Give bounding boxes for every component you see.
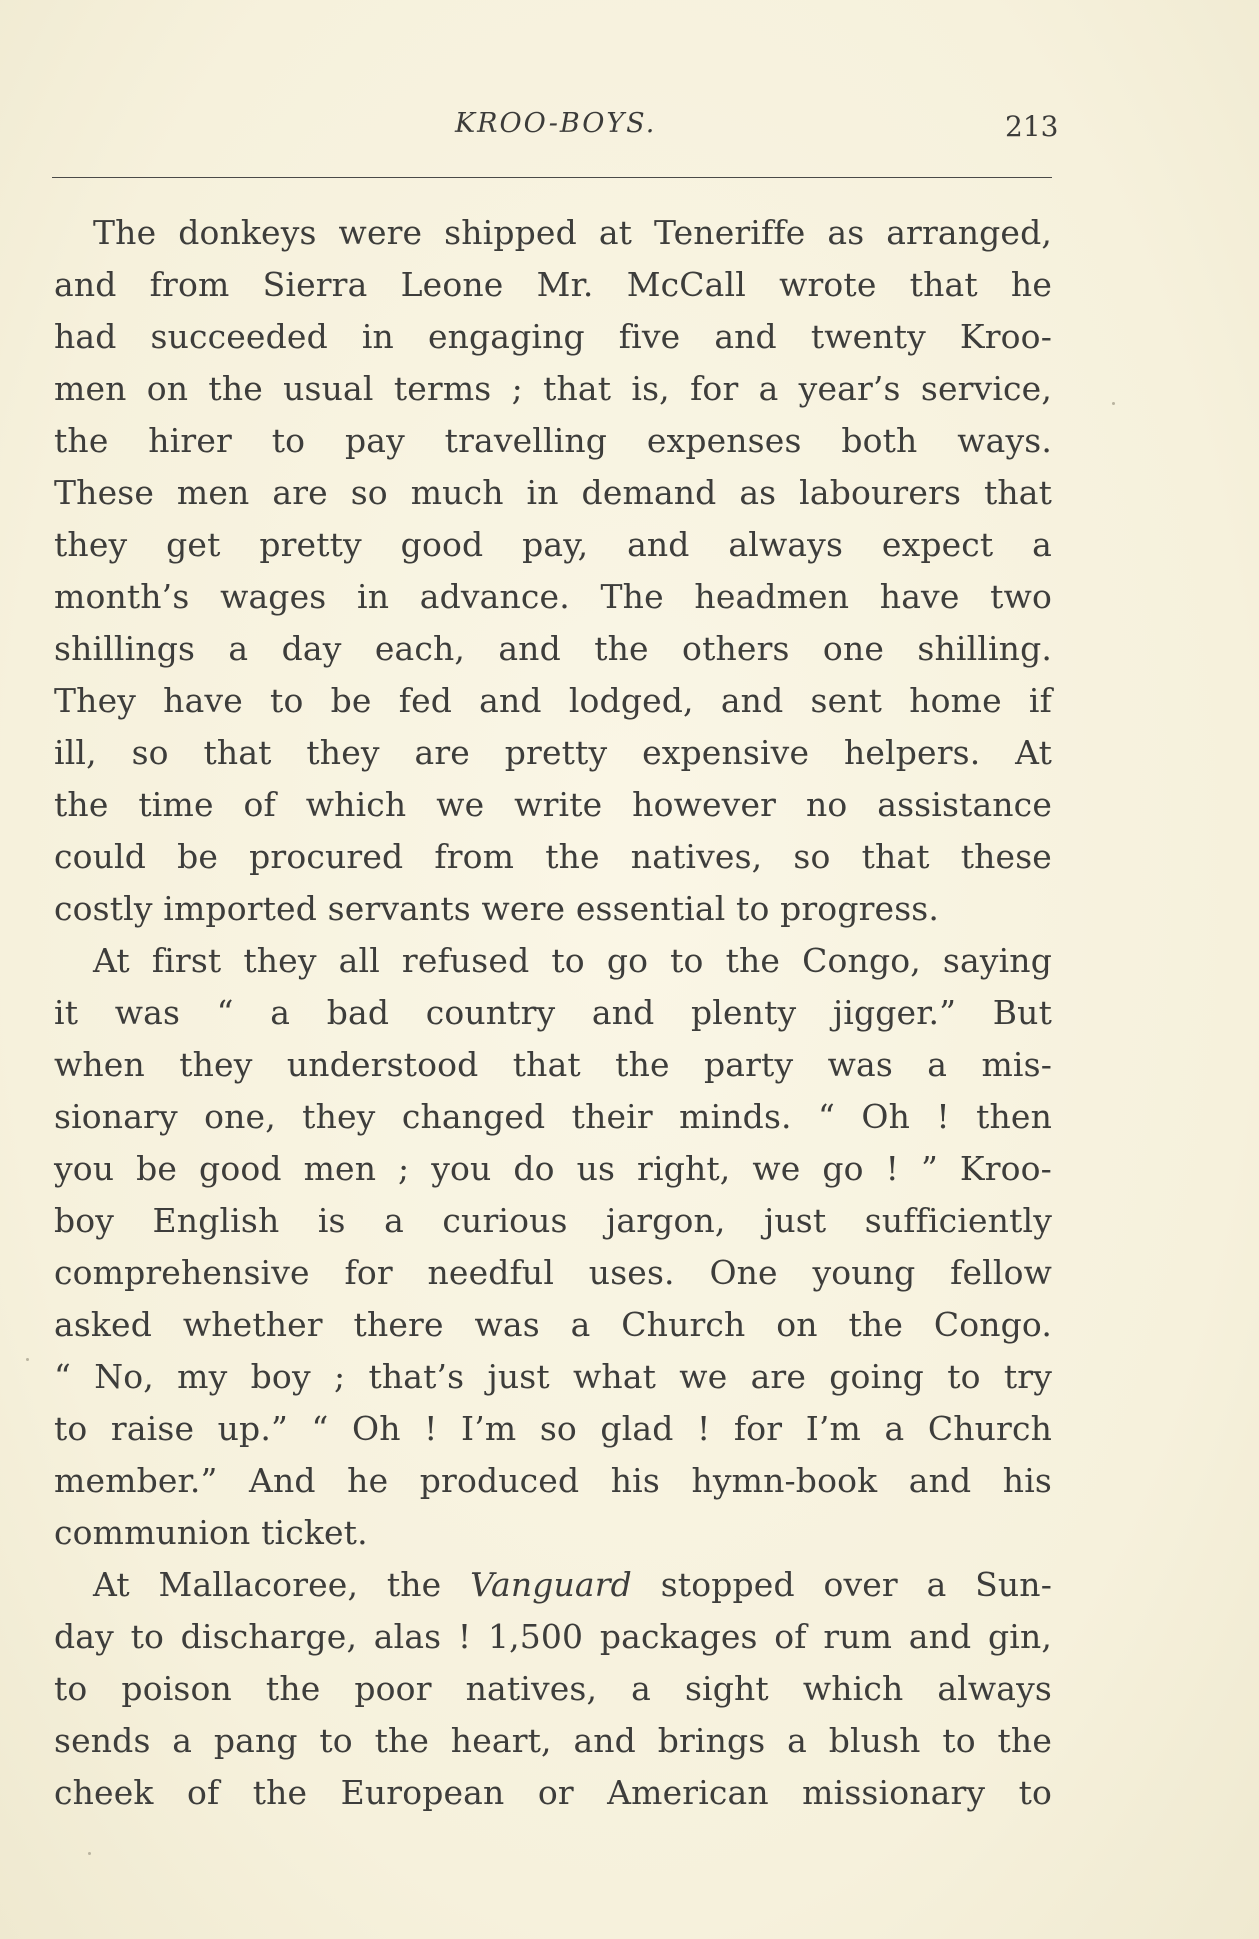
text-line: These men are so much in demand as labourers that — [54, 473, 1052, 512]
paper-speck — [88, 1852, 91, 1855]
text-line: to poison the poor natives, a sight which always — [54, 1669, 1052, 1708]
text-line: the time of which we write however no assistance — [54, 785, 1052, 824]
text-line: “ No, my boy ; that’s just what we are going to try — [54, 1357, 1052, 1396]
text-line: communion ticket. — [54, 1513, 368, 1552]
header-rule — [52, 177, 1052, 178]
page-number: 213 — [1005, 110, 1059, 143]
text-line: sionary one, they changed their minds. “ Oh ! then — [54, 1097, 1052, 1136]
paper-speck — [1112, 402, 1115, 405]
text-line: member.” And he produced his hymn-book and his — [54, 1461, 1052, 1500]
text-line: boy English is a curious jargon, just sufficiently — [54, 1201, 1052, 1240]
text-line: asked whether there was a Church on the Congo. — [54, 1305, 1052, 1344]
text-line: had succeeded in engaging five and twenty Kroo- — [54, 317, 1052, 356]
text-line: to raise up.” “ Oh ! I’m so glad ! for I’m a Church — [54, 1409, 1052, 1448]
text-line: comprehensive for needful uses. One young fellow — [54, 1253, 1052, 1292]
text-line: ill, so that they are pretty expensive helpers. At — [54, 733, 1052, 772]
body-text — [54, 207, 1052, 1819]
text-line: At Mallacoree, the Vanguard stopped over a Sun- — [93, 1565, 1053, 1604]
text-line: They have to be fed and lodged, and sent home if — [54, 681, 1052, 720]
text-line: you be good men ; you do us right, we go ! ” Kroo- — [54, 1149, 1052, 1188]
running-title: KROO-BOYS. — [455, 108, 657, 139]
text-line: At first they all refused to go to the Congo, saying — [93, 941, 1052, 980]
text-line: The donkeys were shipped at Teneriffe as arranged, — [93, 213, 1052, 252]
running-head — [0, 108, 1259, 148]
text-line: the hirer to pay travelling expenses both ways. — [54, 421, 1052, 460]
text-line: sends a pang to the heart, and brings a blush to the — [54, 1721, 1052, 1760]
text-line: costly imported servants were essential to progress. — [54, 889, 940, 928]
text-line: they get pretty good pay, and always expect a — [54, 525, 1052, 564]
text-line: and from Sierra Leone Mr. McCall wrote that he — [54, 265, 1052, 304]
ship-name: Vanguard — [470, 1565, 632, 1604]
text-line: it was “ a bad country and plenty jigger.” But — [54, 993, 1052, 1032]
text-line: day to discharge, alas ! 1,500 packages of rum and gin, — [54, 1617, 1052, 1656]
paper-speck — [26, 1358, 29, 1361]
text-line: month’s wages in advance. The headmen have two — [54, 577, 1052, 616]
text-line: could be procured from the natives, so that these — [54, 837, 1052, 876]
text-line: men on the usual terms ; that is, for a year’s service, — [54, 369, 1052, 408]
text-line: shillings a day each, and the others one shilling. — [54, 629, 1052, 668]
text-line: when they understood that the party was a mis- — [54, 1045, 1052, 1084]
text-line: cheek of the European or American missionary to — [54, 1773, 1052, 1812]
